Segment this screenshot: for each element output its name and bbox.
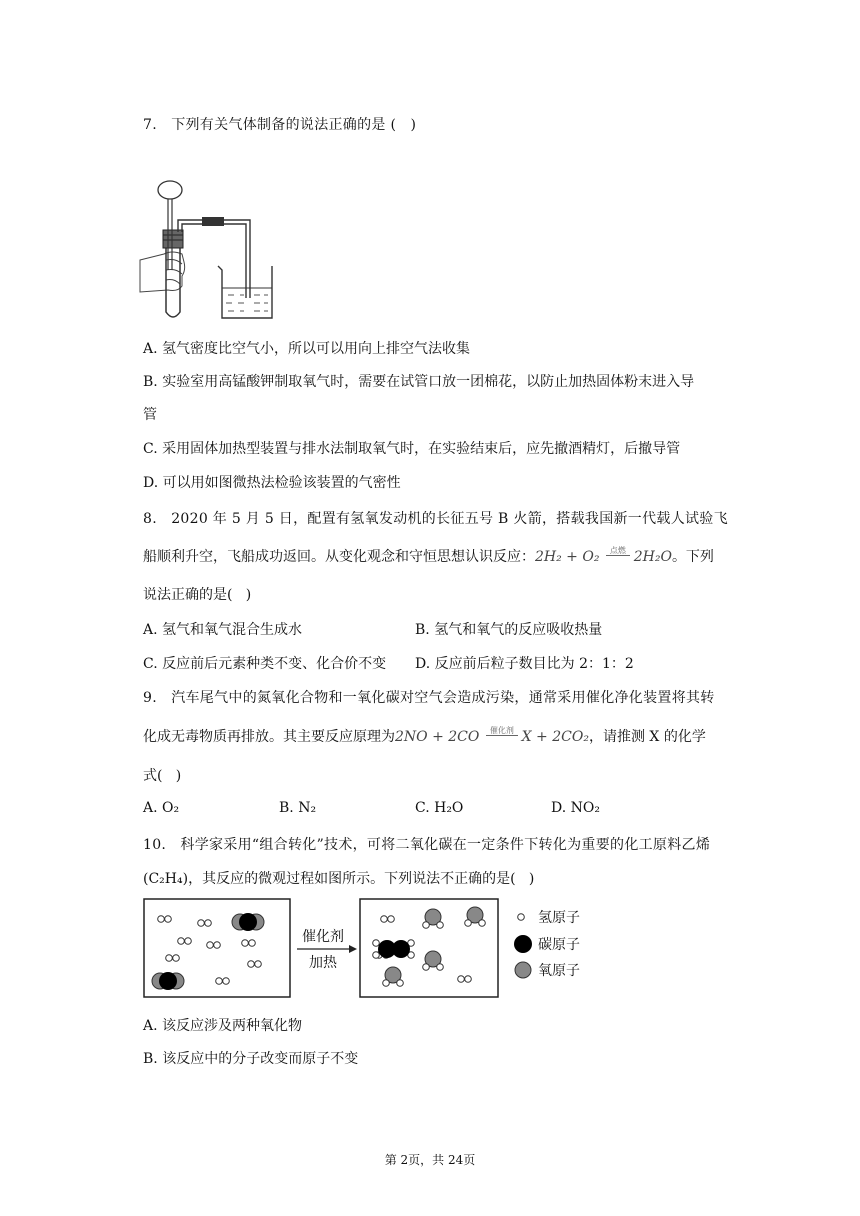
carbon-legend-icon <box>514 935 532 953</box>
q9-option-b: B. N₂ <box>279 800 317 816</box>
q9-line2-tail: ，请推测 X 的化学 <box>588 729 706 745</box>
q9-stem-line3: 式( ) <box>143 768 182 784</box>
q9-line2-text: 化成无毒物质再排放。其主要反应原理为 <box>143 729 395 745</box>
q7-option-d: D. 可以用如图微热法检验该装置的气密性 <box>143 475 401 491</box>
apparatus-figure <box>138 180 278 322</box>
legend-carbon: 碳原子 <box>538 937 580 953</box>
q9-eq-condition: 催化剂 <box>486 726 518 736</box>
q8-line2-tail: 。下列 <box>671 549 714 565</box>
q8-options-row1 <box>143 619 743 639</box>
q8-options-row2 <box>143 653 743 673</box>
q10-option-b: B. 该反应中的分子改变而原子不变 <box>143 1051 359 1067</box>
q9-option-c: C. H₂O <box>415 800 464 816</box>
q8-stem-line1: 8. 2020 年 5 月 5 日，配置有氢氧发动机的长征五号 B 火箭，搭载我国新一代载人试验飞 <box>143 511 728 527</box>
q9-stem-line1: 9. 汽车尾气中的氮氧化合物和一氧化碳对空气会造成污染，通常采用催化净化装置将其转 <box>143 690 715 706</box>
q7-option-a: A. 氢气密度比空气小，所以可以用向上排空气法收集 <box>143 341 471 357</box>
q7-option-b-cont: 管 <box>143 407 157 423</box>
q10-option-a: A. 该反应涉及两种氧化物 <box>143 1018 303 1034</box>
q8-option-a: A. 氢气和氧气混合生成水 <box>143 622 303 638</box>
q9-options-row <box>143 800 743 820</box>
arrow-label-top: 催化剂 <box>302 929 344 945</box>
q9-equation <box>395 726 589 745</box>
legend-hydrogen: 氢原子 <box>538 910 580 926</box>
q9-stem-line2 <box>143 726 706 746</box>
q8-eq-reactants: 2H₂ + O₂ <box>535 549 600 565</box>
q10-stem-line2: (C₂H₄)，其反应的微观过程如图所示。下列说法不正确的是( ) <box>143 871 535 887</box>
q9-eq-reactants: 2NO + 2CO <box>395 729 480 745</box>
page-number: 第 2页，共 24页 <box>384 1153 476 1167</box>
q8-line2-text: 船顺利升空，飞船成功返回。从变化观念和守恒思想认识反应： <box>143 549 535 565</box>
q8-eq-condition: 点燃 <box>606 546 630 556</box>
reaction-diagram <box>143 897 593 1001</box>
q8-stem-line3: 说法正确的是( ) <box>143 587 252 603</box>
q9-eq-product: X + 2CO₂ <box>521 729 589 745</box>
q10-stem-line1: 10. 科学家采用“组合转化”技术，可将二氧化碳在一定条件下转化为重要的化工原料乙烯 <box>143 837 711 853</box>
q8-option-c: C. 反应前后元素种类不变、化合价不变 <box>143 656 387 672</box>
q7-stem: 7. 下列有关气体制备的说法正确的是 ( ) <box>143 117 417 133</box>
q8-stem-line2 <box>143 546 714 566</box>
q8-eq-product: 2H₂O <box>633 549 672 565</box>
q7-option-b: B. 实验室用高锰酸钾制取氧气时，需要在试管口放一团棉花，以防止加热固体粉末进入导 <box>143 374 695 390</box>
q8-option-b: B. 氢气和氧气的反应吸收热量 <box>415 622 603 638</box>
arrow-label-bottom: 加热 <box>309 955 337 971</box>
oxygen-legend-icon <box>515 962 531 978</box>
hydrogen-legend-icon <box>518 914 525 921</box>
q9-option-a: A. O₂ <box>143 800 180 816</box>
q8-equation <box>535 546 672 565</box>
q8-option-d: D. 反应前后粒子数目比为 2：1：2 <box>415 656 634 672</box>
q7-option-c: C. 采用固体加热型装置与排水法制取氧气时，在实验结束后，应先撤酒精灯，后撤导管 <box>143 441 681 457</box>
legend-oxygen: 氧原子 <box>538 963 580 979</box>
q9-option-d: D. NO₂ <box>551 800 600 816</box>
